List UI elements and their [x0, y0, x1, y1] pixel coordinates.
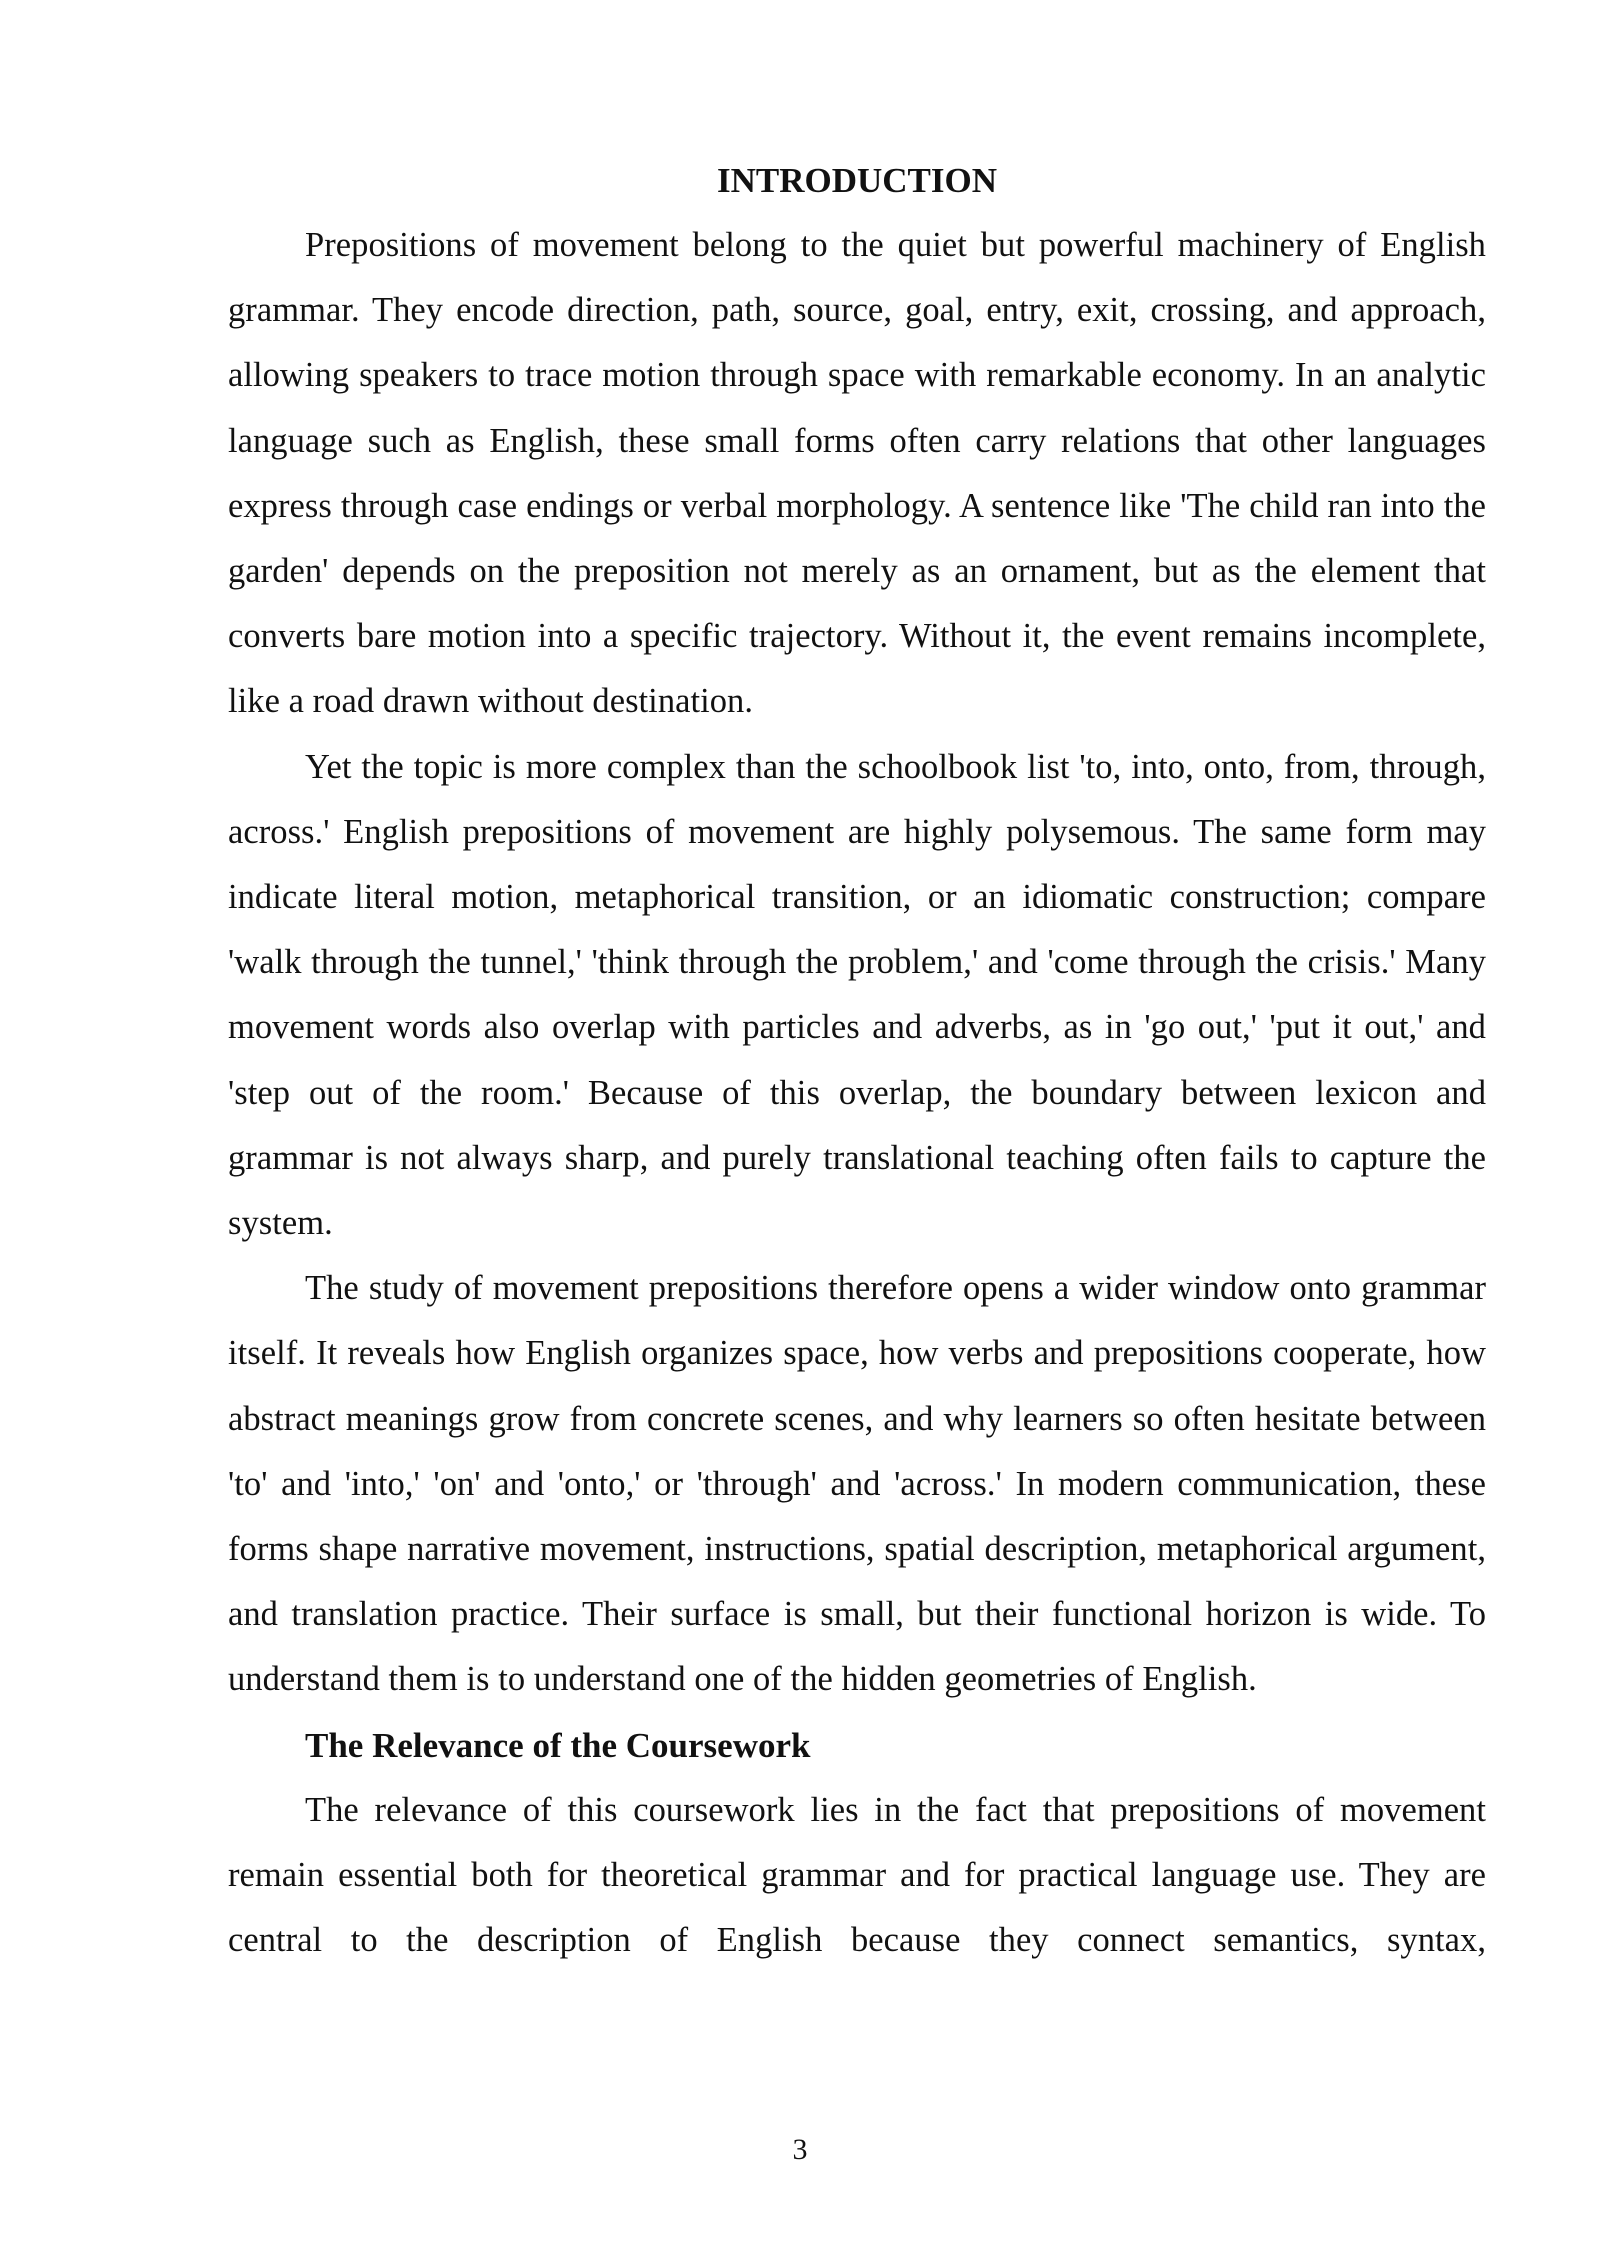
paragraph-complexity: Yet the topic is more complex than the schoolbook list 'to, into, onto, from, through, across.' English prepositions of movement are highly polysemous. The same form may indicate literal motion, metaphorical transition, or an idiomatic construction; compare 'walk through the tunnel,' 'think through the problem,' and 'come through the crisis.' Many movement words also overlap with particles and adverbs, as in 'go out,' 'put it out,' and 'step out of the room.' Because of this overlap, the boundary between lexicon and grammar is not always sharp, and purely translational teaching often fails to capture the system.: [228, 747, 1486, 1243]
section-heading-relevance: The Relevance of the Coursework: [305, 1725, 811, 1765]
page-number: 3: [792, 2133, 808, 2166]
document-page: [228, 148, 1486, 1973]
page-title: INTRODUCTION: [716, 161, 998, 200]
paragraph-study: The study of movement prepositions therefore opens a wider window onto grammar itself. It reveals how English organizes space, how verbs and prepositions cooperate, how abstract meanings grow from concrete scenes, and why learners so often hesitate between 'to' and 'into,' 'on' and 'onto,' or 'through' and 'across.' In modern communication, these forms shape narrative movement, instructions, spatial description, metaphorical argument, and translation practice. Their surface is small, but their functional horizon is wide. To understand them is to understand one of the hidden geometries of English.: [228, 1269, 1486, 1699]
paragraph-relevance: The relevance of this coursework lies in the fact that prepositions of movement remain essential both for theoretical grammar and for practical language use. They are central to the description of English because they connect semantics, syntax,: [228, 1790, 1486, 1960]
paragraph-intro: Prepositions of movement belong to the quiet but powerful machinery of English grammar. They encode direction, path, source, goal, entry, exit, crossing, and approach, allowing speakers to trace motion through space with remarkable economy. In an analytic language such as English, these small forms often carry relations that other languages express through case endings or verbal morphology. A sentence like 'The child ran into the garden' depends on the preposition not merely as an ornament, but as the element that converts bare motion into a specific trajectory. Without it, the event remains incomplete, like a road drawn without destination.: [228, 226, 1486, 721]
